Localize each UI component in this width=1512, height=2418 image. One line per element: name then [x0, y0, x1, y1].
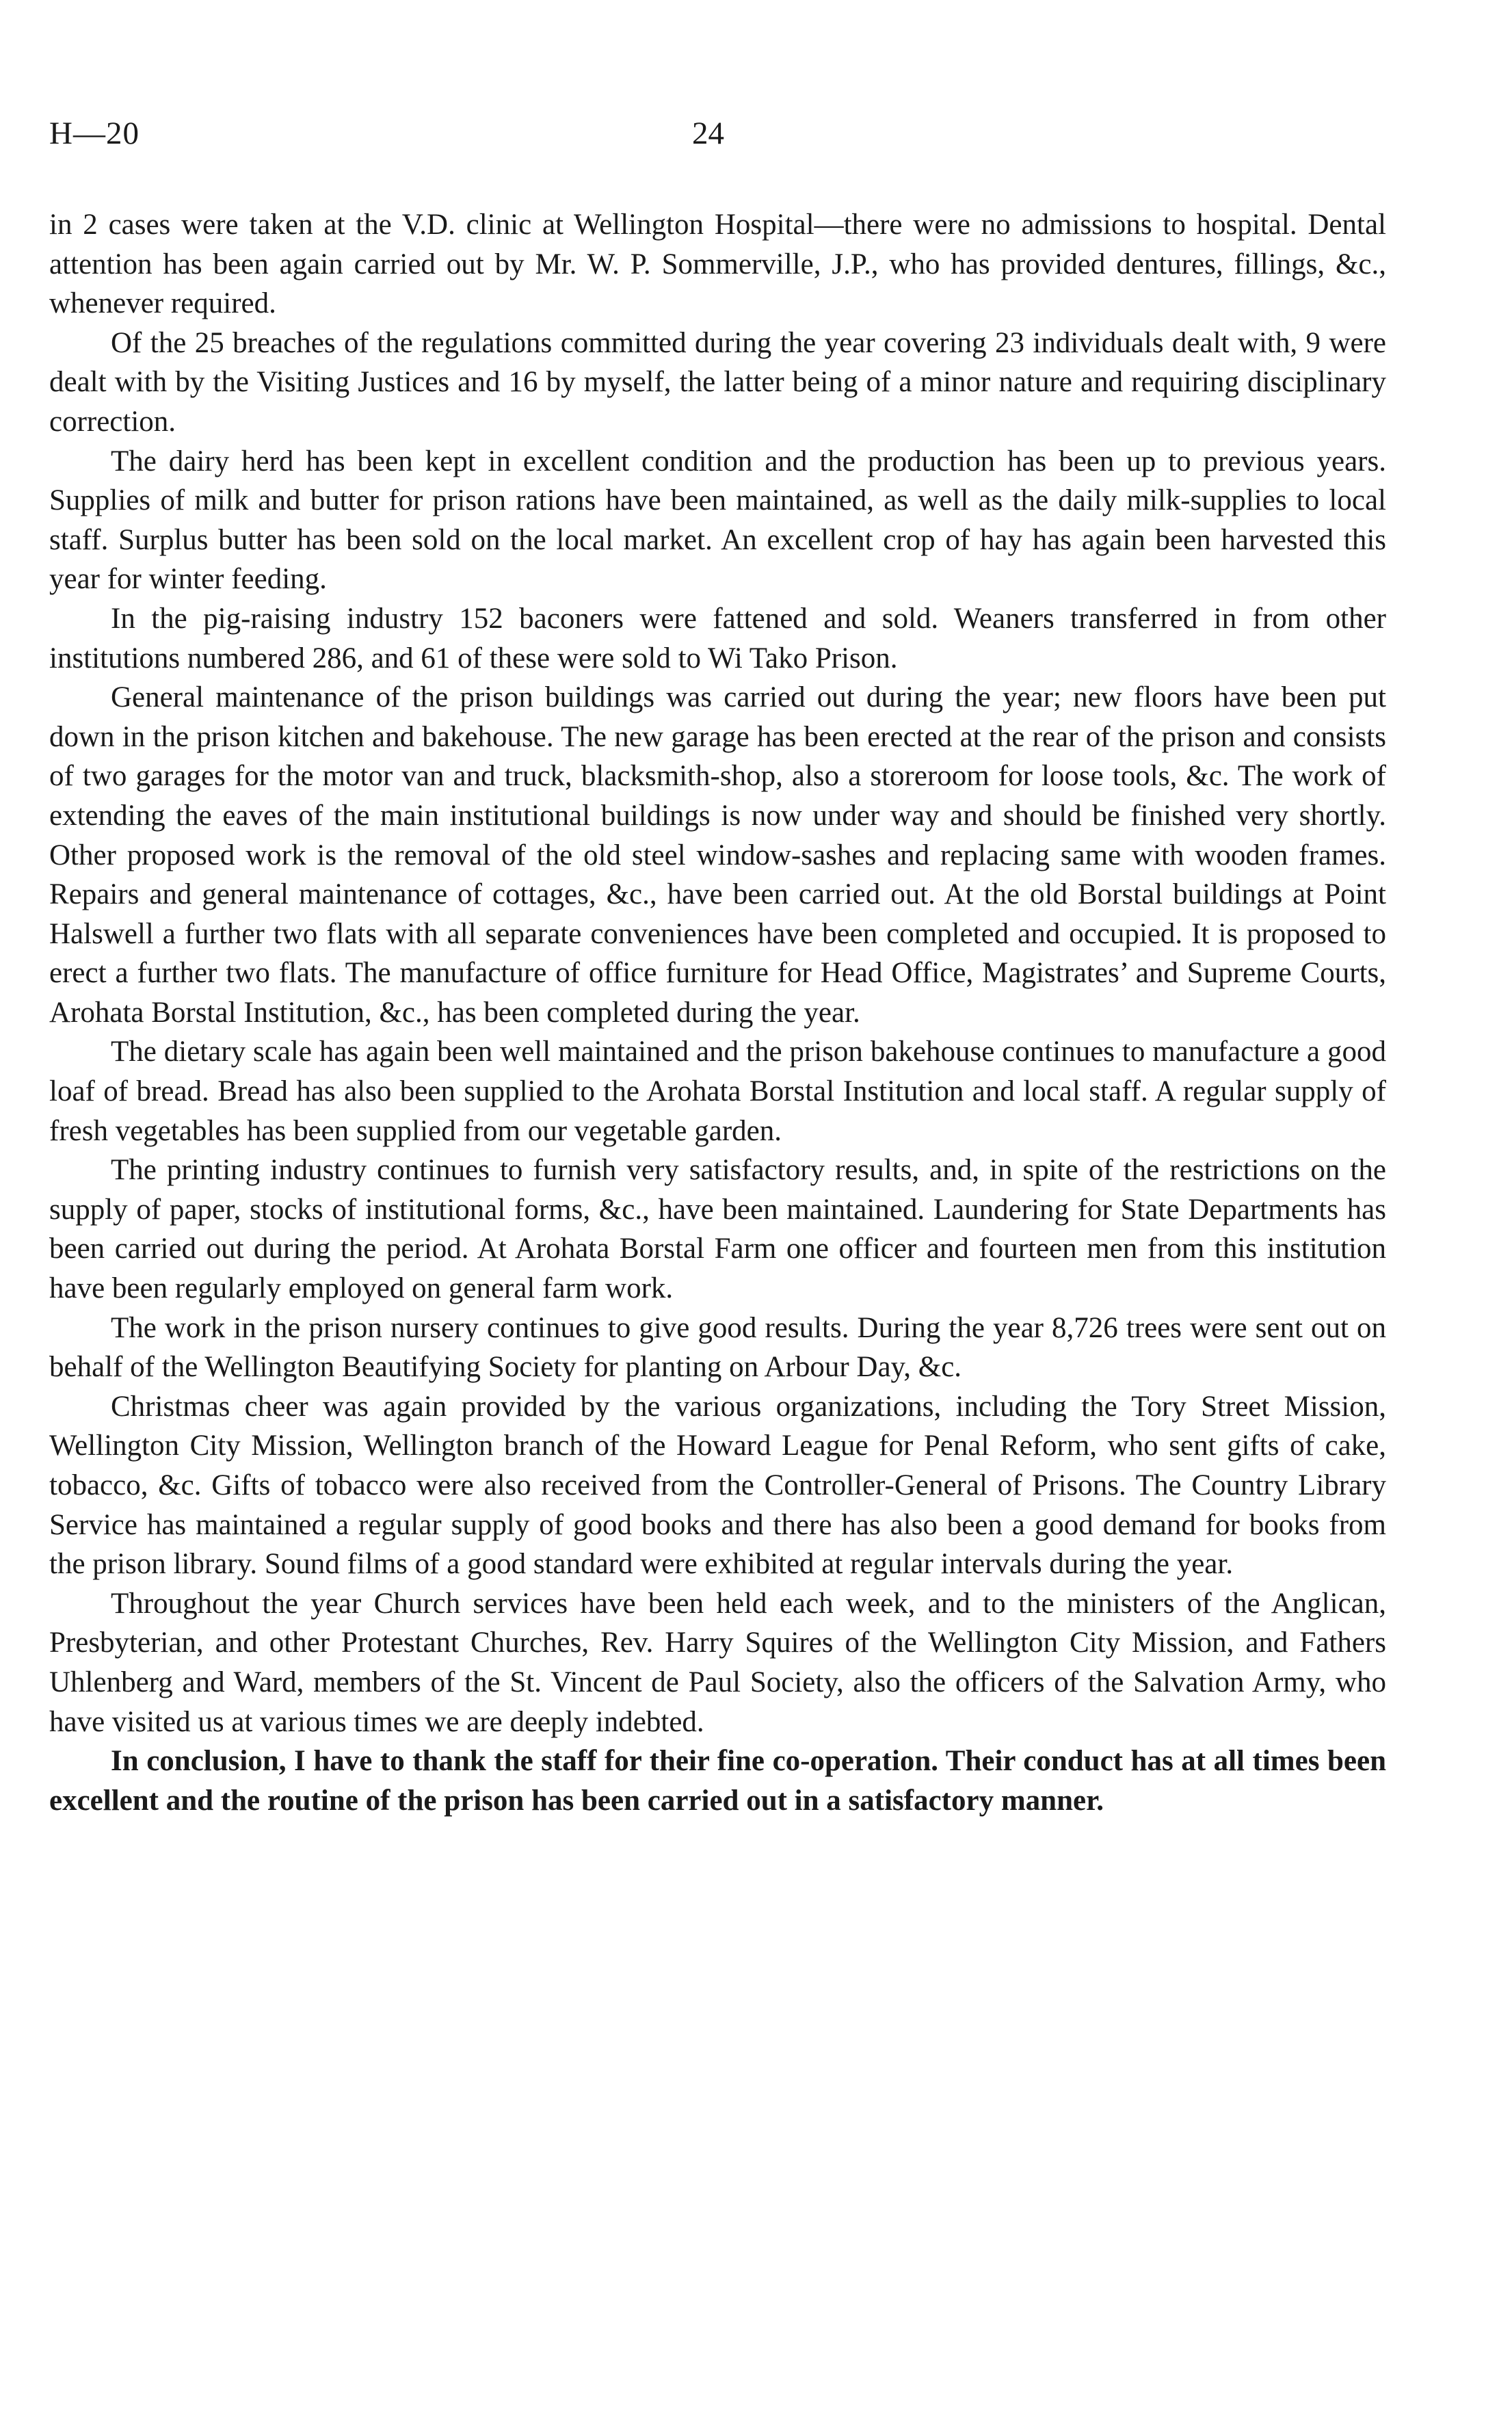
page-header	[49, 115, 733, 170]
paragraph-printing-industry: The printing industry continues to furnish very satisfactory results, and, in spite of the restrictions on the supply of paper, stocks of institutional forms, &c., have been maintained. Laundering for State Departments has been carried out during the period. At Arohata Borstal Farm one officer and fourteen men from this institution have been regularly employed on general farm work.	[49, 1154, 1386, 1305]
paragraph-maintenance: General maintenance of the prison buildings was carried out during the year; new floors have been put down in the prison kitchen and bakehouse. The new garage has been erected at the rear of the prison and consists of two garages for the motor van and truck, blacksmith-shop, also a storeroom for loose tools, &c. The work of extending the eaves of the main institutional buildings is now under way and should be finished very shortly. Other proposed work is the removal of the old steel window-sashes and replacing same with wooden frames. Repairs and general maintenance of cottages, &c., have been carried out. At the old Borstal buildings at Point Halswell a further two flats with all separate conveniences have been completed and occupied. It is proposed to erect a further two flats. The manufacture of office furniture for Head Office, Magistrates’ and Supreme Courts, Arohata Borstal Institution, &c., has been completed during the year.	[49, 681, 1386, 1029]
report-body	[49, 205, 1386, 1820]
paragraph-dietary-scale: The dietary scale has again been well maintained and the prison bakehouse continues to manufacture a good loaf of bread. Bread has also been supplied to the Arohata Borstal Institution and local staff. A regular supply of fresh vegetables has been supplied from our vegetable garden.	[49, 1036, 1386, 1147]
paragraph-christmas-cheer: Christmas cheer was again provided by the various organizations, including the Tory Street Mission, Wellington City Mission, Wellington branch of the Howard League for Penal Reform, who sent gifts of cake, tobacco, &c. Gifts of tobacco were also received from the Controller-General of Prisons. The Country Library Service has maintained a regular supply of good books and there has also been a good demand for books from the prison library. Sound films of a good standard were exhibited at regular intervals during the year.	[49, 1390, 1386, 1581]
paragraph-medical-dental: in 2 cases were taken at the V.D. clinic at Wellington Hospital—there were no admissions to hospital. Dental attention has been again carried out by Mr. W. P. Sommerville, J.P., who has provided dentures, fillings, &c., whenever required.	[49, 209, 1386, 320]
paragraph-dairy-herd: The dairy herd has been kept in excellent condition and the production has been up to previous years. Supplies of milk and butter for prison rations have been maintained, as well as the daily milk-supplies to local staff. Surplus butter has been sold on the local market. An excellent crop of hay has again been harvested this year for winter feeding.	[49, 445, 1386, 596]
paragraph-conclusion: In conclusion, I have to thank the staff for their fine co-operation. Their conduct has at all times been excellent and the routine of the prison has been carried out in a satisfactory manner.	[49, 1745, 1386, 1817]
document-reference-code: H—20	[49, 116, 140, 151]
page-number: 24	[692, 116, 724, 151]
paragraph-nursery: The work in the prison nursery continues to give good results. During the year 8,726 trees were sent out on behalf of the Wellington Beautifying Society for planting on Arbour Day, &c.	[49, 1311, 1386, 1384]
paragraph-church-services: Throughout the year Church services have been held each week, and to the ministers of the Anglican, Presbyterian, and other Protestant Churches, Rev. Harry Squires of the Wellington City Mission, and Fathers Uhlenberg and Ward, members of the St. Vincent de Paul Society, also the officers of the Salvation Army, who have visited us at various times we are deeply indebted.	[49, 1587, 1386, 1738]
paragraph-pig-raising: In the pig-raising industry 152 baconers were fattened and sold. Weaners transferred in from other institutions numbered 286, and 61 of these were sold to Wi Tako Prison.	[49, 602, 1386, 674]
paragraph-breaches: Of the 25 breaches of the regulations committed during the year covering 23 individuals dealt with, 9 were dealt with by the Visiting Justices and 16 by myself, the latter being of a minor nature and requiring disciplinary correction.	[49, 326, 1386, 438]
